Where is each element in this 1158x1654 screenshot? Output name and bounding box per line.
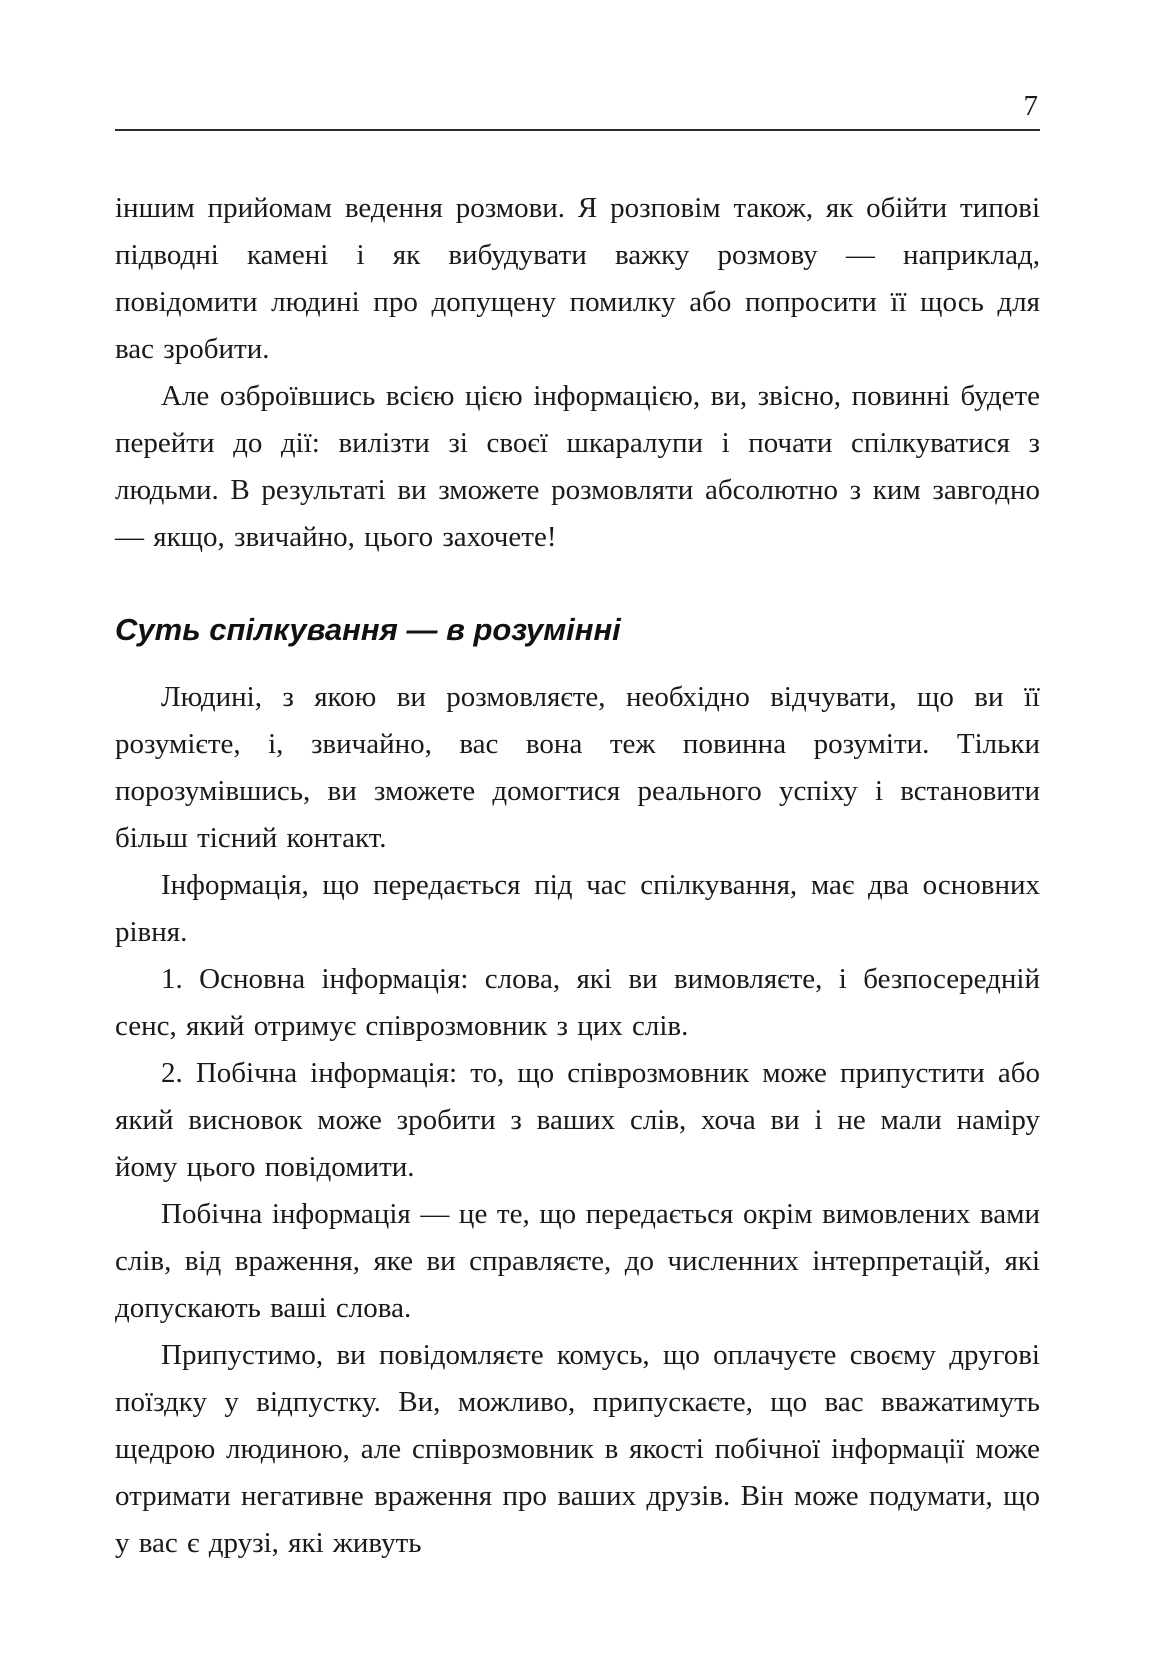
- page-header: [115, 92, 1040, 129]
- header-rule: [115, 129, 1040, 131]
- paragraph: Інформація, що передається під час спілкування, має два основних рівня.: [115, 869, 1040, 949]
- page-number: 7: [1023, 90, 1038, 122]
- paragraph: Побічна інформація — це те, що передається окрім вимовлених вами слів, від враження, яке ви справляєте, до численних інтерпретацій, які допускають ваші слова.: [115, 1198, 1040, 1325]
- paragraph: Але озброївшись всією цією інформацією, ви, звісно, повинні будете перейти до дії: вилізти зі своєї шкаралупи і почати спілкуватися з людьми. В результаті ви зможете розмовляти абсолютно з ким завгодно — якщо, звичайно, цього захочете!: [115, 380, 1040, 553]
- paragraph: 1. Основна інформація: слова, які ви вимовляєте, і безпосередній сенс, який отримує співрозмовник з цих слів.: [115, 963, 1040, 1043]
- paragraph: іншим прийомам ведення розмови. Я розповім також, як обійти типові підводні камені і як вибудувати важку розмову — наприклад, повідомити людині про допущену помилку або попросити її щось для вас зробити.: [115, 192, 1040, 365]
- section-heading: Суть спілкування — в розумінні: [115, 612, 621, 647]
- paragraph: 2. Побічна інформація: то, що співрозмовник може припустити або який висновок може зробити з ваших слів, хоча ви і не мали наміру йому цього повідомити.: [115, 1057, 1040, 1184]
- paragraph: Припустимо, ви повідомляєте комусь, що оплачуєте своєму другові поїздку у відпустку. Ви, можливо, припускаєте, що вас вважатимуть щедрою людиною, але співрозмовник в якості побічної інформації може отримати негативне враження про ваших друзів. Він може подумати, що у вас є друзі, які живуть: [115, 1339, 1040, 1560]
- paragraph: Людині, з якою ви розмовляєте, необхідно відчувати, що ви її розумієте, і, звичайно, вас вона теж повинна розуміти. Тільки порозумівшись, ви зможете домогтися реального успіху і встановити більш тісний контакт.: [115, 681, 1040, 855]
- page-content: [115, 185, 1040, 1567]
